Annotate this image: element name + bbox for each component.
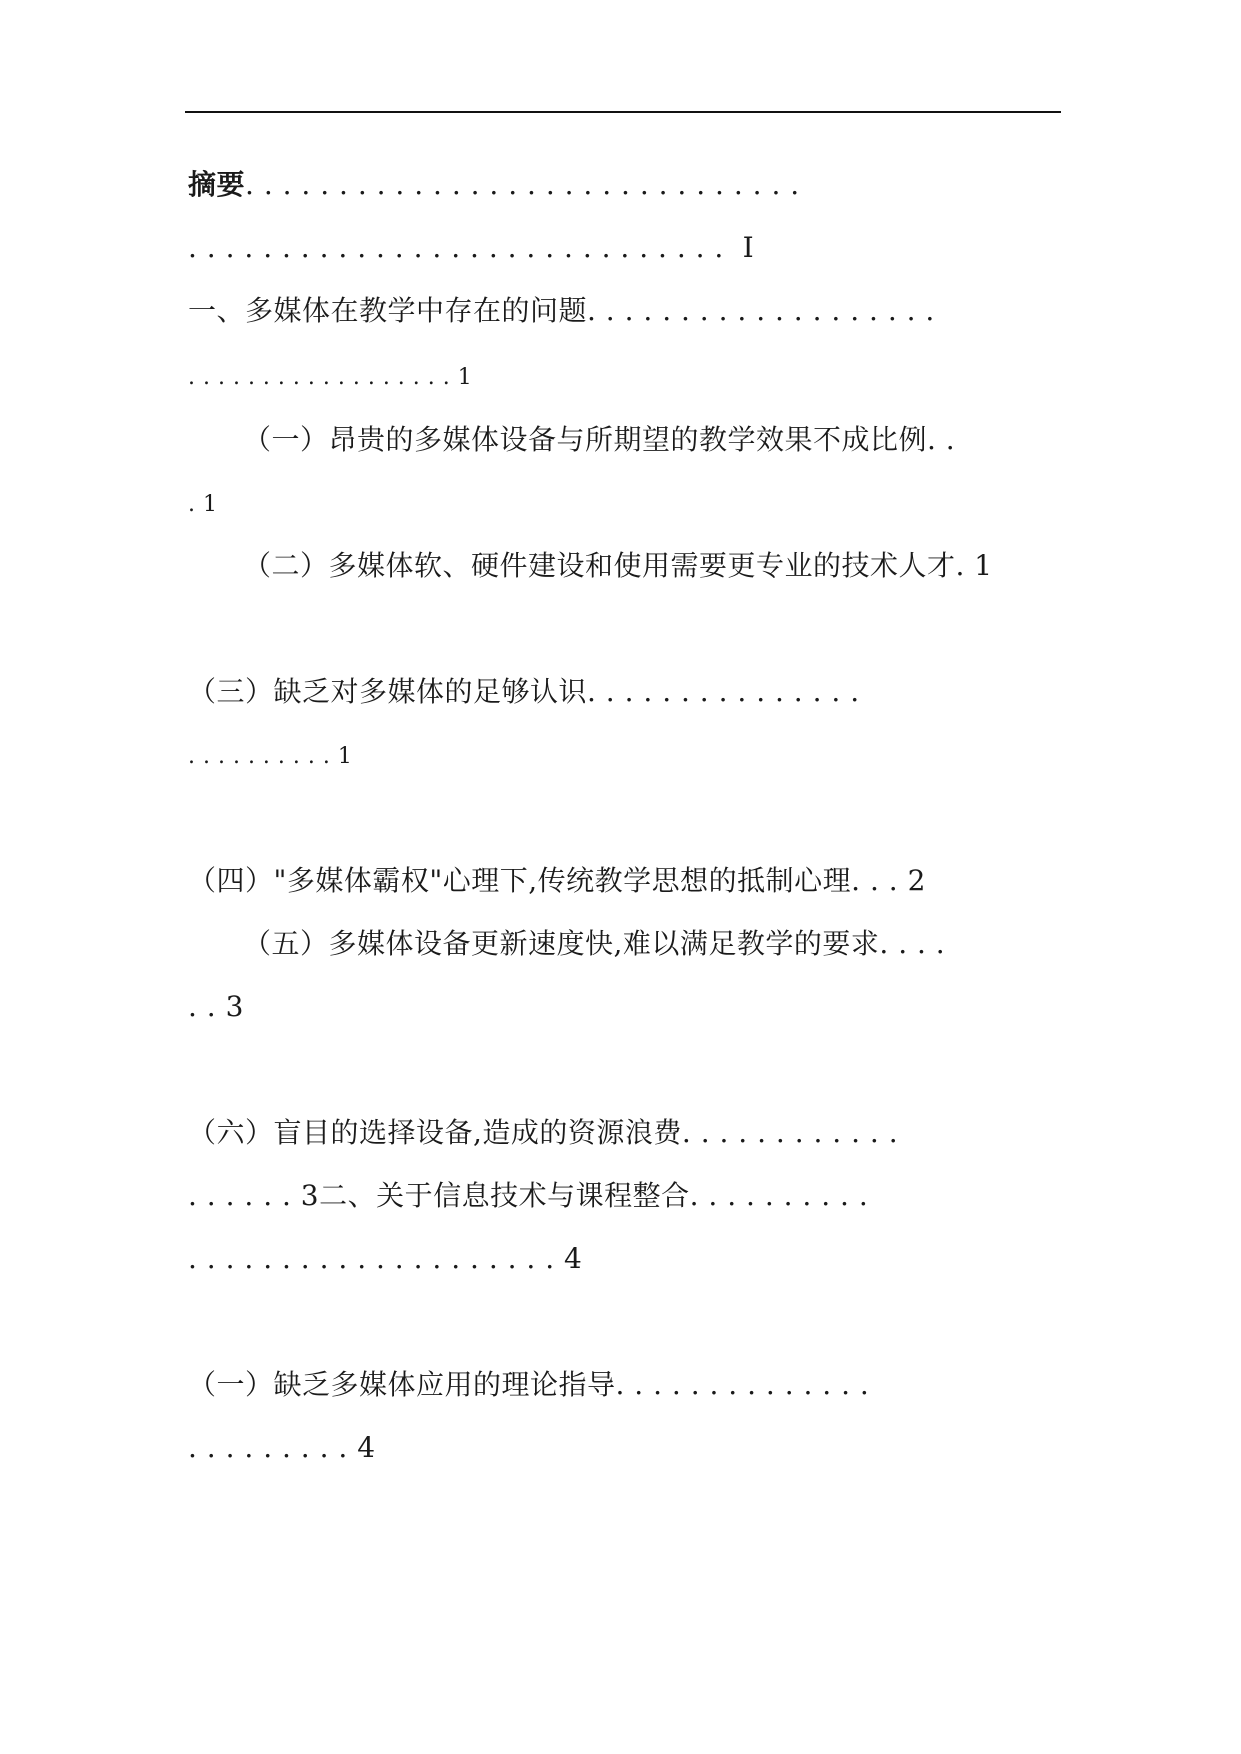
- toc-line-1-2[interactable]: （二）多媒体软、硬件建设和使用需要更专业的技术人才. 1: [243, 549, 993, 582]
- toc-line-1-1[interactable]: （一）昂贵的多媒体设备与所期望的教学效果不成比例. .: [243, 423, 956, 456]
- toc-dot-leader: . . . . . . . . . . . . . . . . . . . . . . . . . . . . . .: [245, 168, 800, 201]
- toc-line-1-6[interactable]: （六）盲目的选择设备,造成的资源浪费. . . . . . . . . . . .: [188, 1116, 899, 1149]
- toc-line-1-3-page: . . . . . . . . . . 1: [188, 744, 353, 769]
- toc-line-2-1[interactable]: （一）缺乏多媒体应用的理论指导. . . . . . . . . . . . . .: [188, 1368, 870, 1401]
- toc-line-abstract-page: . . . . . . . . . . . . . . . . . . . . . . . . . . . . . I: [188, 231, 755, 264]
- toc-line-1-1-page: . 1: [188, 492, 218, 517]
- abstract-heading: 摘要: [188, 168, 246, 201]
- header-rule: [185, 111, 1061, 113]
- toc-line-1-5-page: . . 3: [188, 990, 244, 1023]
- toc-line-1-5[interactable]: （五）多媒体设备更新速度快,难以满足教学的要求. . . .: [243, 927, 946, 960]
- toc-line-1-3[interactable]: （三）缺乏对多媒体的足够认识. . . . . . . . . . . . . . .: [188, 675, 860, 708]
- toc-line-2-1-page: . . . . . . . . . 4: [188, 1431, 376, 1464]
- toc-line-section-2[interactable]: . . . . . . 3二、关于信息技术与课程整合. . . . . . . . . .: [188, 1179, 869, 1212]
- toc-line-abstract[interactable]: [188, 165, 800, 205]
- toc-line-section-2-page: . . . . . . . . . . . . . . . . . . . . 4: [188, 1242, 583, 1275]
- toc-line-1-4[interactable]: （四）"多媒体霸权"心理下,传统教学思想的抵制心理. . . 2: [188, 864, 926, 897]
- toc-line-section-1[interactable]: 一、多媒体在教学中存在的问题. . . . . . . . . . . . . . . . . . .: [188, 294, 935, 327]
- toc-line-section-1-page: . . . . . . . . . . . . . . . . . . 1: [188, 365, 473, 390]
